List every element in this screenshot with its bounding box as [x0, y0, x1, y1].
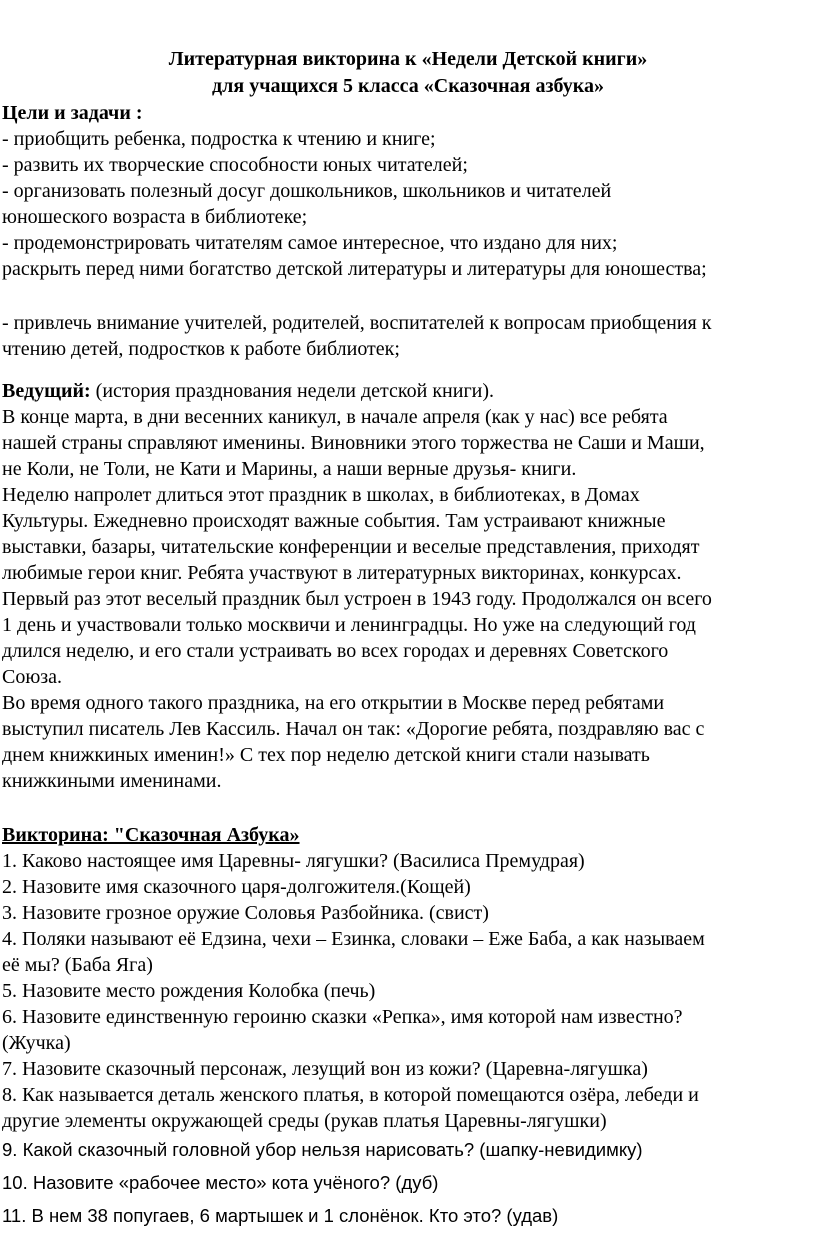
host-intro [2, 378, 494, 404]
quiz-question: 11. В нем 38 попугаев, 6 мартышек и 1 слонёнок. Кто это? (удав) [2, 1205, 559, 1226]
quiz-question: её мы? (Баба Яга) [2, 954, 153, 976]
quiz-question: 9. Какой сказочный головной убор нельзя нарисовать? (шапку-невидимку) [2, 1139, 643, 1160]
quiz-question: 10. Назовите «рабочее место» кота учёного? (дуб) [2, 1172, 439, 1193]
quiz-question: 4. Поляки называют её Едзина, чехи – Езинка, словаки – Еже Баба, а как называем [2, 928, 705, 950]
host-note: (история празднования недели детской книги). [90, 380, 495, 402]
story-line: Союза. [2, 666, 63, 688]
story-line: не Коли, не Толи, не Кати и Марины, а наши верные друзья- книги. [2, 458, 577, 480]
goals-line: - продемонстрировать читателям самое интересное, что издано для них; [2, 232, 618, 254]
quiz-question: 8. Как называется деталь женского платья, в которой помещаются озёра, лебеди и [2, 1084, 699, 1106]
goals-line: - приобщить ребенка, подростка к чтению и книге; [2, 128, 436, 150]
story-line: нашей страны справляют именины. Виновники этого торжества не Саши и Маши, [2, 432, 705, 454]
quiz-question: 5. Назовите место рождения Колобка (печь) [2, 980, 376, 1002]
document-title-line-1: Литературная викторина к «Недели Детской книги» [168, 48, 648, 70]
host-label: Ведущий: [2, 380, 91, 402]
story-line: любимые герои книг. Ребята участвуют в литературных викторинах, конкурсах. [2, 562, 682, 584]
goals-line: раскрыть перед ними богатство детской литературы и литературы для юношества; [2, 258, 707, 280]
story-line: В конце марта, в дни весенних каникул, в начале апреля (как у нас) все ребята [2, 406, 668, 428]
goals-line: чтению детей, подростков к работе библиотек; [2, 338, 400, 360]
story-line: выставки, базары, читательские конференции и веселые представления, приходят [2, 536, 700, 558]
story-line: книжкиными именинами. [2, 770, 222, 792]
quiz-question: (Жучка) [2, 1032, 71, 1054]
story-line: Культуры. Ежедневно происходят важные события. Там устраивают книжные [2, 510, 666, 532]
quiz-question: 6. Назовите единственную героиню сказки «Репка», имя которой нам известно? [2, 1006, 683, 1028]
quiz-question: 3. Назовите грозное оружие Соловья Разбойника. (свист) [2, 902, 489, 924]
quiz-question: 7. Назовите сказочный персонаж, лезущий вон из кожи? (Царевна-лягушка) [2, 1058, 648, 1080]
goals-line: - развить их творческие способности юных читателей; [2, 154, 468, 176]
story-line: Первый раз этот веселый праздник был устроен в 1943 году. Продолжался он всего [2, 588, 712, 610]
quiz-question: 2. Назовите имя сказочного царя-долгожителя.(Кощей) [2, 876, 471, 898]
quiz-question: другие элементы окружающей среды (рукав платья Царевны-лягушки) [2, 1110, 607, 1132]
goals-line: - организовать полезный досуг дошкольников, школьников и читателей [2, 180, 612, 202]
quiz-question: 1. Каково настоящее имя Царевны- лягушки? (Василиса Премудрая) [2, 850, 585, 872]
story-line: днем книжкиных именин!» С тех пор неделю детской книги стали называть [2, 744, 650, 766]
goals-heading: Цели и задачи : [2, 102, 143, 124]
goals-line: - привлечь внимание учителей, родителей, воспитателей к вопросам приобщения к [2, 312, 712, 334]
story-line: выступил писатель Лев Кассиль. Начал он так: «Дорогие ребята, поздравляю вас с [2, 718, 705, 740]
quiz-heading: Викторина: "Сказочная Азбука» [2, 824, 300, 846]
story-line: Во время одного такого праздника, на его открытии в Москве перед ребятами [2, 692, 665, 714]
document-title-line-2: для учащихся 5 класса «Сказочная азбука» [212, 75, 604, 97]
story-line: Неделю напролет длиться этот праздник в школах, в библиотеках, в Домах [2, 484, 640, 506]
story-line: длился неделю, и его стали устраивать во всех городах и деревнях Советского [2, 640, 669, 662]
story-line: 1 день и участвовали только москвичи и ленинградцы. Но уже на следующий год [2, 614, 696, 636]
goals-line: юношеского возраста в библиотеке; [2, 206, 308, 228]
